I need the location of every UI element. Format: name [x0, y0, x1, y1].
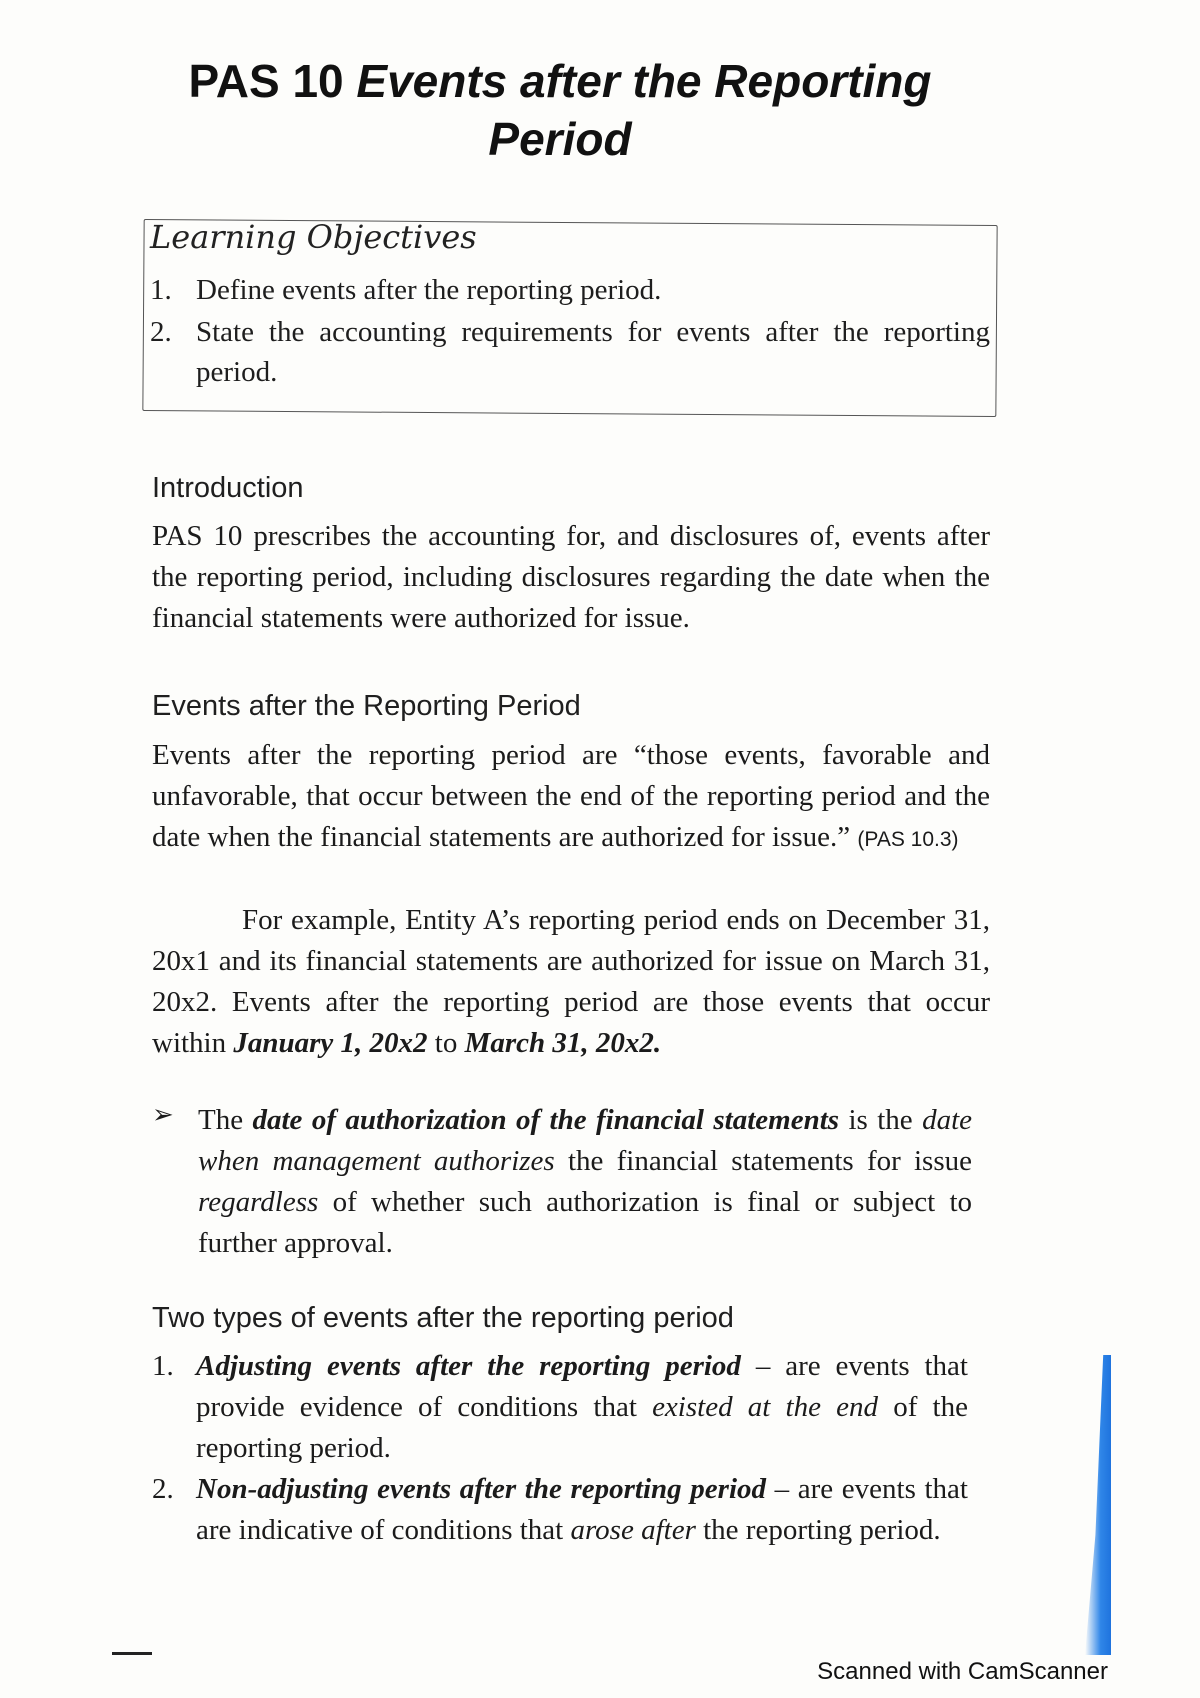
type-term: Adjusting events after the reporting period: [196, 1350, 741, 1382]
events-heading: Events after the Reporting Period: [152, 690, 581, 722]
title-line2: Period: [488, 113, 632, 165]
bullet-term: date of authorization of the financial statements: [252, 1104, 840, 1136]
events-definition: [152, 735, 990, 860]
bullet-emphasis: date when management authorizes: [198, 1104, 972, 1177]
type-emphasis: arose after: [570, 1514, 696, 1546]
type-number: 2.: [152, 1473, 174, 1505]
scan-mark: [112, 1652, 152, 1655]
introduction-heading: Introduction: [152, 472, 304, 504]
bullet-emphasis: regardless: [198, 1186, 319, 1218]
objective-text: Define events after the reporting period.: [196, 274, 662, 306]
camscanner-watermark: Scanned with CamScanner: [817, 1658, 1108, 1685]
definition-citation: (PAS 10.3): [857, 828, 959, 851]
objective-number: 2.: [150, 316, 172, 348]
authorization-bullet: [152, 1100, 972, 1264]
type-number: 1.: [152, 1350, 174, 1382]
type-desc: – are events that provide evidence of conditions that: [196, 1350, 968, 1423]
type-desc: – are events that are indicative of conditions that: [196, 1473, 968, 1546]
events-example: [152, 900, 990, 1064]
objective-item: [150, 312, 990, 392]
type-item: [152, 1346, 968, 1469]
types-list: [152, 1346, 968, 1551]
bullet-part: the financial statements for issue: [554, 1145, 972, 1177]
objective-text: State the accounting requirements for events after the reporting period.: [196, 316, 990, 388]
introduction-text: PAS 10 prescribes the accounting for, and disclosures of, events after the reporting period, including disclosures regarding the date when the financial statements were authorized for issue.: [152, 520, 990, 634]
page-title: [120, 52, 1000, 168]
title-prefix: PAS 10: [188, 55, 357, 107]
definition-text: Events after the reporting period are “those events, favorable and unfavorable, that occur between the end of the reporting period and the date when the financial statements are authorized for issue.”: [152, 739, 990, 853]
bullet-part: is the: [839, 1104, 923, 1136]
type-item: [152, 1469, 968, 1551]
example-date-end: March 31, 20x2.: [464, 1027, 662, 1059]
type-desc-end: the reporting period.: [695, 1514, 941, 1546]
bullet-part: of whether such authorization is final or subject to further approval.: [198, 1186, 972, 1259]
type-term: Non-adjusting events after the reporting period: [196, 1473, 766, 1505]
type-emphasis: existed at the end: [652, 1391, 879, 1423]
example-text: For example, Entity A’s reporting period ends on December 31, 20x1 and its financial statements are authorized for issue on March 31, 20x2. Events after the reporting period are those events that occur within: [152, 904, 990, 1059]
objective-item: [150, 270, 990, 310]
scan-edge-artifact: [1085, 1355, 1111, 1655]
objectives-heading: Learning Objectives: [150, 218, 477, 256]
type-desc-end: of the reporting period.: [196, 1391, 968, 1464]
title-main: Events after the Reporting: [356, 55, 932, 107]
bullet-part: The: [198, 1104, 253, 1136]
types-heading: Two types of events after the reporting period: [152, 1302, 734, 1334]
arrow-bullet-icon: ➢: [152, 1100, 174, 1130]
objectives-list: [150, 270, 990, 394]
objective-number: 1.: [150, 274, 172, 306]
bullet-text: [198, 1100, 972, 1264]
example-date-start: January 1, 20x2: [233, 1027, 428, 1059]
example-to: to: [427, 1027, 465, 1059]
